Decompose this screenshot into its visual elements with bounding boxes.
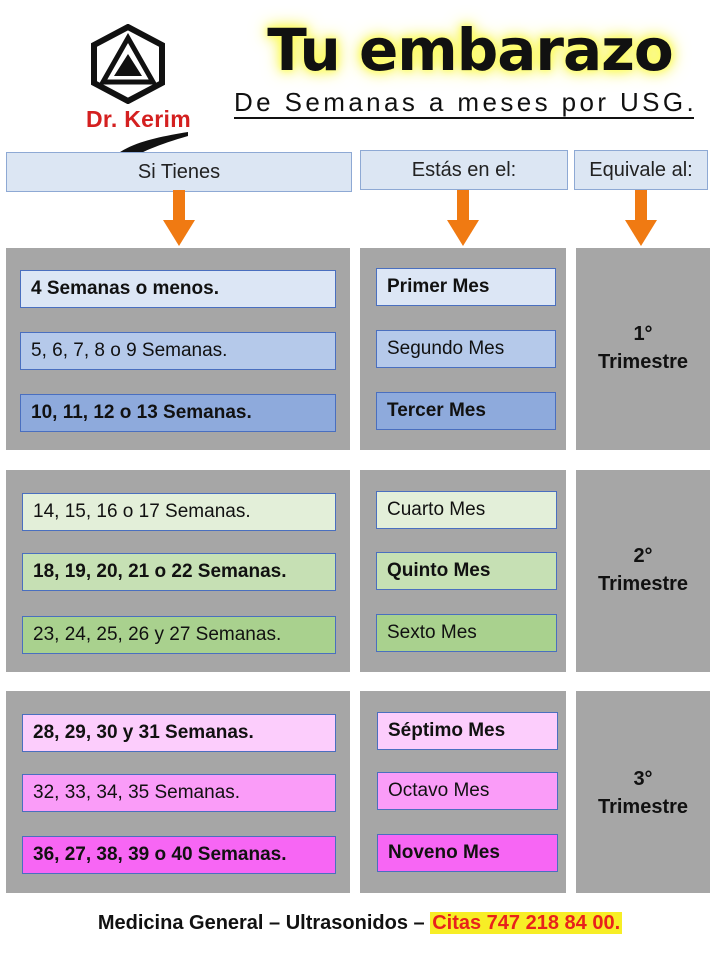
month-label: Octavo Mes xyxy=(388,780,490,801)
weeks-cell xyxy=(22,836,336,874)
trimester-number: 1° xyxy=(633,323,653,345)
month-label: Séptimo Mes xyxy=(388,720,506,741)
month-cell xyxy=(376,268,556,306)
weeks-cell xyxy=(22,553,336,591)
dr-kerim-logo xyxy=(86,22,196,172)
month-label: Tercer Mes xyxy=(387,400,486,421)
weeks-cell xyxy=(22,493,336,531)
month-cell xyxy=(376,330,556,368)
weeks-label: 5, 6, 7, 8 o 9 Semanas. xyxy=(31,340,228,361)
weeks-label: 23, 24, 25, 26 y 27 Semanas. xyxy=(33,624,282,645)
page-subtitle: De Semanas a meses por USG. xyxy=(234,87,698,117)
down-arrow-icon xyxy=(162,190,196,250)
weeks-label: 28, 29, 30 y 31 Semanas. xyxy=(33,722,254,743)
weeks-label: 10, 11, 12 o 13 Semanas. xyxy=(31,402,252,423)
month-label: Noveno Mes xyxy=(388,842,500,863)
down-arrow-icon xyxy=(446,190,480,250)
trimester-word: Trimestre xyxy=(597,796,689,818)
month-label: Cuarto Mes xyxy=(387,499,486,520)
trimester-number: 3° xyxy=(633,768,653,790)
month-label: Sexto Mes xyxy=(387,622,477,643)
trimester-label xyxy=(576,320,710,376)
trimester-label xyxy=(576,542,710,598)
weeks-label: 14, 15, 16 o 17 Semanas. xyxy=(33,501,251,522)
page-title: Tu embarazo xyxy=(267,16,673,84)
month-label: Primer Mes xyxy=(387,276,490,297)
brand-name: Dr. Kerim xyxy=(86,106,191,132)
trimester-number: 2° xyxy=(633,545,653,567)
weeks-cell xyxy=(22,714,336,752)
month-cell xyxy=(376,392,556,430)
trimester-word: Trimestre xyxy=(597,351,689,373)
month-cell xyxy=(376,614,557,652)
header-equivale-al xyxy=(574,150,708,190)
footer-services: Medicina General – Ultrasonidos – xyxy=(97,912,431,934)
trimester-label xyxy=(576,765,710,821)
month-cell xyxy=(377,834,558,872)
month-label: Segundo Mes xyxy=(387,338,505,359)
footer xyxy=(0,912,720,935)
weeks-label: 36, 27, 38, 39 o 40 Semanas. xyxy=(33,844,287,865)
month-cell xyxy=(376,491,557,529)
header-estas-en-el-label: Estás en el: xyxy=(411,158,517,181)
weeks-cell xyxy=(20,394,336,432)
month-cell xyxy=(376,552,557,590)
month-cell xyxy=(377,712,558,750)
weeks-cell xyxy=(22,774,336,812)
weeks-label: 32, 33, 34, 35 Semanas. xyxy=(33,782,241,803)
weeks-label: 18, 19, 20, 21 o 22 Semanas. xyxy=(33,561,287,582)
month-label: Quinto Mes xyxy=(387,560,491,581)
header-estas-en-el xyxy=(360,150,568,190)
down-arrow-icon xyxy=(624,190,658,250)
header-equivale-al-label: Equivale al: xyxy=(589,158,693,181)
header-si-tienes xyxy=(6,152,352,192)
trimester-word: Trimestre xyxy=(597,573,689,595)
month-cell xyxy=(377,772,558,810)
header-si-tienes-label: Si Tienes xyxy=(137,160,221,183)
hexagon-triangle-logo-icon xyxy=(90,24,166,104)
weeks-cell xyxy=(20,270,336,308)
weeks-cell xyxy=(20,332,336,370)
weeks-cell xyxy=(22,616,336,654)
weeks-label: 4 Semanas o menos. xyxy=(31,278,219,299)
footer-appointments: Citas 747 218 84 00. xyxy=(432,912,621,934)
